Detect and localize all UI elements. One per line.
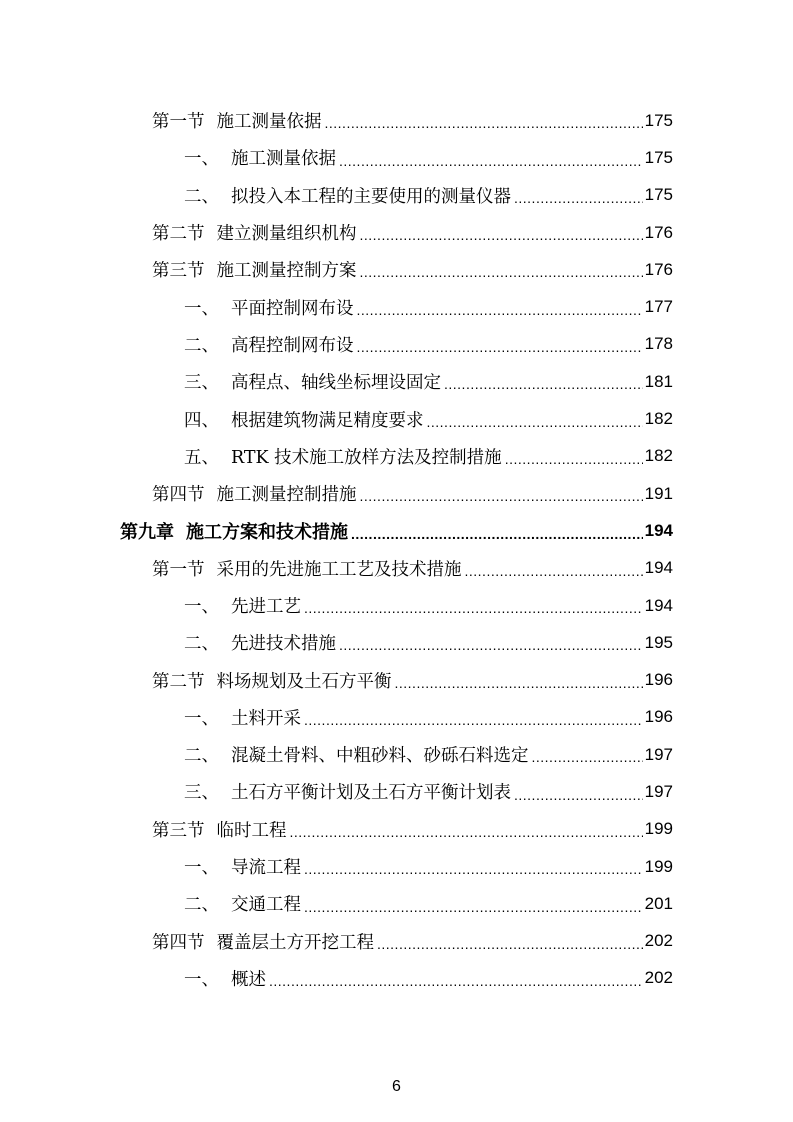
toc-entry-page-number: 178 xyxy=(644,334,673,354)
toc-dot-leader xyxy=(377,937,643,960)
toc-dot-leader xyxy=(304,713,643,736)
toc-entry-page-number: 182 xyxy=(644,409,673,429)
toc-entry-page-number: 201 xyxy=(644,893,673,913)
toc-entry-page-number: 175 xyxy=(644,185,673,205)
toc-entry-page-number: 199 xyxy=(644,819,673,839)
toc-entry-label: 一、 xyxy=(184,298,219,319)
toc-entry-page-number: 197 xyxy=(644,781,673,801)
toc-entry-page-number: 182 xyxy=(644,446,673,466)
toc-entry-title: 施工测量控制方案 xyxy=(216,261,357,282)
toc-dot-leader xyxy=(514,191,643,214)
toc-dot-leader xyxy=(357,303,643,326)
toc-dot-leader xyxy=(360,265,643,288)
toc-dot-leader xyxy=(304,862,643,885)
toc-dot-leader xyxy=(532,750,643,773)
page-number: 6 xyxy=(392,1078,401,1095)
toc-entry-page-number: 196 xyxy=(644,707,673,727)
toc-entry-title: 平面控制网布设 xyxy=(231,298,354,319)
toc-entry-page-number: 175 xyxy=(644,110,673,130)
toc-entry-title: 施工测量依据 xyxy=(231,149,336,170)
toc-dot-leader xyxy=(339,638,643,661)
toc-dot-leader xyxy=(360,489,643,512)
toc-entry-label: 第一节 xyxy=(152,559,205,580)
toc-chapter-entry[interactable] xyxy=(120,512,673,549)
toc-entry-label: 一、 xyxy=(184,149,219,170)
toc-entry-label: 二、 xyxy=(184,335,219,356)
toc-dot-leader xyxy=(351,527,643,550)
toc-section-entry[interactable] xyxy=(120,102,673,139)
toc-entry-page-number: 194 xyxy=(644,558,673,578)
toc-entry-title: 建立测量组织机构 xyxy=(216,224,357,245)
toc-entry-page-number: 176 xyxy=(644,259,673,279)
toc-dot-leader xyxy=(444,377,643,400)
toc-entry-label: 第二节 xyxy=(152,224,205,245)
toc-entry-title: 料场规划及土石方平衡 xyxy=(216,671,392,692)
toc-entry-page-number: 191 xyxy=(644,483,673,503)
toc-entry-title: 土料开采 xyxy=(231,708,301,729)
toc-dot-leader xyxy=(357,340,643,363)
toc-entry-label: 一、 xyxy=(184,858,219,879)
toc-dot-leader xyxy=(339,154,643,177)
toc-dot-leader xyxy=(304,900,643,923)
toc-section-entry[interactable] xyxy=(120,251,673,288)
toc-dot-leader xyxy=(325,116,643,139)
toc-section-entry[interactable] xyxy=(120,923,673,960)
toc-entry-page-number: 202 xyxy=(644,968,673,988)
toc-entry-page-number: 202 xyxy=(644,931,673,951)
toc-entry-page-number: 176 xyxy=(644,222,673,242)
toc-entry-label: 二、 xyxy=(184,746,219,767)
table-of-contents xyxy=(120,102,673,997)
toc-entry-title: 施工测量依据 xyxy=(216,112,322,133)
toc-item-entry[interactable] xyxy=(120,885,673,922)
toc-entry-title: 临时工程 xyxy=(216,820,287,841)
toc-item-entry[interactable] xyxy=(120,699,673,736)
toc-dot-leader xyxy=(304,601,643,624)
toc-dot-leader xyxy=(290,825,643,848)
toc-entry-label: 三、 xyxy=(184,783,219,804)
toc-section-entry[interactable] xyxy=(120,214,673,251)
toc-entry-label: 三、 xyxy=(184,373,219,394)
toc-entry-title: 施工方案和技术措施 xyxy=(186,521,348,543)
toc-entry-page-number: 194 xyxy=(644,520,673,540)
toc-item-entry[interactable] xyxy=(120,848,673,885)
toc-entry-label: 第四节 xyxy=(152,485,205,506)
toc-item-entry[interactable] xyxy=(120,177,673,214)
toc-entry-title: 拟投入本工程的主要使用的测量仪器 xyxy=(231,186,511,207)
toc-entry-title: 先进工艺 xyxy=(231,597,301,617)
toc-entry-title: 采用的先进施工工艺及技术措施 xyxy=(216,559,462,580)
toc-section-entry[interactable] xyxy=(120,550,673,587)
toc-entry-page-number: 195 xyxy=(644,632,673,652)
toc-item-entry[interactable] xyxy=(120,400,673,437)
toc-dot-leader xyxy=(465,564,643,587)
toc-entry-label: 一、 xyxy=(184,708,219,729)
toc-entry-page-number: 177 xyxy=(644,297,673,317)
toc-item-entry[interactable] xyxy=(120,139,673,176)
toc-entry-page-number: 175 xyxy=(644,147,673,167)
toc-entry-label: 一、 xyxy=(184,969,219,990)
toc-entry-title: 先进技术措施 xyxy=(231,634,336,655)
toc-item-entry[interactable] xyxy=(120,773,673,810)
toc-entry-title: RTK 技术施工放样方法及控制措施 xyxy=(231,447,502,468)
toc-entry-title: 覆盖层土方开挖工程 xyxy=(216,932,374,953)
toc-dot-leader xyxy=(269,974,643,997)
toc-dot-leader xyxy=(395,676,643,699)
toc-entry-label: 第四节 xyxy=(152,932,205,953)
toc-entry-title: 交通工程 xyxy=(231,895,301,916)
toc-entry-label: 第三节 xyxy=(152,261,205,282)
toc-entry-page-number: 181 xyxy=(644,371,673,391)
toc-section-entry[interactable] xyxy=(120,811,673,848)
toc-item-entry[interactable] xyxy=(120,288,673,325)
toc-item-entry[interactable] xyxy=(120,624,673,661)
toc-entry-title: 根据建筑物满足精度要求 xyxy=(231,410,424,431)
toc-item-entry[interactable] xyxy=(120,587,673,624)
toc-section-entry[interactable] xyxy=(120,661,673,698)
toc-entry-title: 导流工程 xyxy=(231,858,301,879)
toc-dot-leader xyxy=(427,415,643,438)
toc-entry-title: 概述 xyxy=(231,969,266,990)
toc-entry-label: 第一节 xyxy=(152,112,205,133)
toc-entry-page-number: 196 xyxy=(644,670,673,690)
toc-entry-title: 高程控制网布设 xyxy=(231,335,354,356)
toc-item-entry[interactable] xyxy=(120,736,673,773)
toc-section-entry[interactable] xyxy=(120,475,673,512)
toc-item-entry[interactable] xyxy=(120,363,673,400)
toc-entry-label: 一、 xyxy=(184,597,219,617)
toc-entry-label: 第三节 xyxy=(152,820,205,841)
toc-item-entry[interactable] xyxy=(120,960,673,997)
toc-entry-title: 混凝土骨料、中粗砂料、砂砾石料选定 xyxy=(231,746,529,767)
toc-entry-title: 土石方平衡计划及土石方平衡计划表 xyxy=(231,783,511,804)
toc-entry-page-number: 199 xyxy=(644,856,673,876)
toc-dot-leader xyxy=(514,788,643,811)
toc-dot-leader xyxy=(360,228,643,251)
toc-item-entry[interactable] xyxy=(120,438,673,475)
toc-item-entry[interactable] xyxy=(120,326,673,363)
toc-entry-label: 第二节 xyxy=(152,671,205,692)
toc-entry-label: 二、 xyxy=(184,186,219,207)
toc-entry-title: 施工测量控制措施 xyxy=(216,485,357,506)
toc-entry-label: 四、 xyxy=(184,410,219,431)
toc-dot-leader xyxy=(505,452,643,475)
toc-entry-title: 高程点、轴线坐标埋设固定 xyxy=(231,373,441,394)
toc-entry-label: 五、 xyxy=(184,447,219,468)
toc-entry-label: 二、 xyxy=(184,895,219,916)
toc-entry-label: 第九章 xyxy=(120,521,174,543)
toc-entry-page-number: 197 xyxy=(644,744,673,764)
toc-entry-page-number: 194 xyxy=(644,595,673,615)
toc-entry-label: 二、 xyxy=(184,634,219,655)
